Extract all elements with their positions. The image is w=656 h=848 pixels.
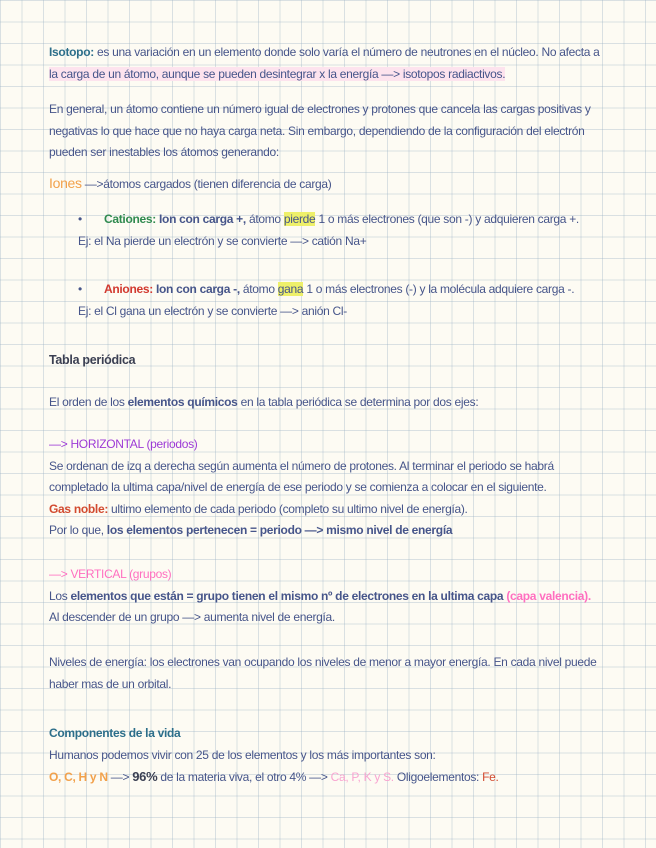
vertical-pink: (capa valencia). [503,588,591,603]
horizontal-title: —> HORIZONTAL (periodos) [49,437,198,451]
conclusion-pre: Por lo que, [49,523,107,537]
aniones-term: Aniones: [104,282,153,296]
general-line-3: pueden ser inestables los átomos generando: [49,145,279,159]
aniones-example: Ej: el Cl gana un electrón y se convierte —> anión Cl- [78,304,347,318]
iones-definition: —>átomos cargados (tienen diferencia de carga) [81,177,332,191]
vida-section [49,723,609,789]
isotopo-text-1: es una variación en un elemento donde solo varía el número de neutrones en el núcleo. No afecta a [93,45,600,59]
aniones-bold: Ion con carga -, [152,282,240,296]
vertical-section [49,564,609,629]
vida-heading: Componentes de la vida [49,726,181,740]
bullet-icon: • [78,212,82,226]
vida-oligo: Oligoelementos: [393,770,483,784]
isotopo-line-1 [49,42,609,64]
vertical-line-2: Al descender de un grupo —> aumenta nivel de energía. [49,610,335,624]
conclusion-bold: los elementos pertenecen = periodo —> mismo nivel de energía [106,523,453,537]
iones-line [49,173,609,196]
cationes-bold: Ion con carga +, [155,212,246,226]
vertical-line-1 [49,586,609,608]
bullet-icon: • [78,282,82,296]
niveles-line-1: Niveles de energía: los electrones van ocupando los niveles de menor a mayor energía. En cada nivel puede [49,655,597,669]
cationes-line [78,209,638,231]
cationes-term: Cationes: [104,212,156,226]
general-line-1: En general, un átomo contiene un número igual de electrones y protones que cancela las cargas positivas y [49,102,591,116]
vida-mid: de la materia viva, el otro 4% —> [157,770,331,784]
niveles-line-2: haber mas de un orbital. [49,676,172,691]
cationes-example: Ej: el Na pierde un electrón y se convierte —> catión Na+ [78,234,367,248]
isotopo-text-2: la carga de un átomo, aunque se pueden desintegrar x la energía —> isotopos radiactivos. [49,66,506,81]
aniones-highlight: gana [277,282,304,296]
vida-arrow: —> [107,770,133,784]
horizontal-conclusion [49,520,609,542]
isotopo-line-2 [49,64,609,86]
aniones-pre: átomo [239,282,278,296]
vertical-pre: Los [49,588,71,603]
aniones-line [78,279,638,301]
aniones-post: 1 o más electrones (-) y la molécula adquiere carga -. [303,282,575,296]
iones-term: Iones [49,175,82,191]
horizontal-line-1: Se ordenan de izq a derecha según aumenta el número de protones. Al terminar el periodo se habrá [49,458,554,473]
tabla-intro-pre: El orden de los [49,395,128,409]
aniones-item [78,279,638,301]
niveles-paragraph [49,652,609,695]
vida-percent: 96% [132,769,158,784]
vida-line-1: Humanos podemos vivir con 25 de los elementos y los más importantes son: [49,747,436,762]
gas-noble-text: ultimo elemento de cada periodo (completo su ultimo nivel de energía). [108,501,468,516]
vertical-bold: elementos que están = grupo tienen el mismo nº de electrones en la ultima capa [70,588,504,603]
cationes-highlight: pierde [283,212,316,226]
general-paragraph [49,99,609,164]
cationes-item [78,209,638,231]
vertical-title: —> VERTICAL (grupos) [49,567,172,581]
horizontal-line-2: completado la ultima capa/nivel de energía de ese periodo y se comienza a colocar en el siguiente. [49,480,547,494]
isotopo-paragraph [49,42,609,85]
cationes-pre: átomo [245,212,284,226]
tabla-intro-bold: elementos químicos [127,395,238,409]
gas-noble-line [49,499,609,521]
vida-line-2 [49,766,609,789]
gas-noble-term: Gas noble: [49,501,109,516]
tabla-intro [49,392,609,414]
vida-others: Ca, P, K y S. [330,770,394,784]
cationes-post: 1 o más electrones (que son -) y adquieren carga +. [315,212,579,226]
isotopo-term: Isotopo: [49,45,94,59]
tabla-heading: Tabla periódica [49,353,136,367]
horizontal-section [49,434,609,542]
vida-elements: O, C, H y N [49,770,108,784]
tabla-intro-post: en la tabla periódica se determina por dos ejes: [237,395,479,409]
vida-fe: Fe. [482,770,499,784]
general-line-2: negativas lo que hace que no haya carga neta. Sin embargo, dependiendo de la configuración del electrón [49,123,585,138]
